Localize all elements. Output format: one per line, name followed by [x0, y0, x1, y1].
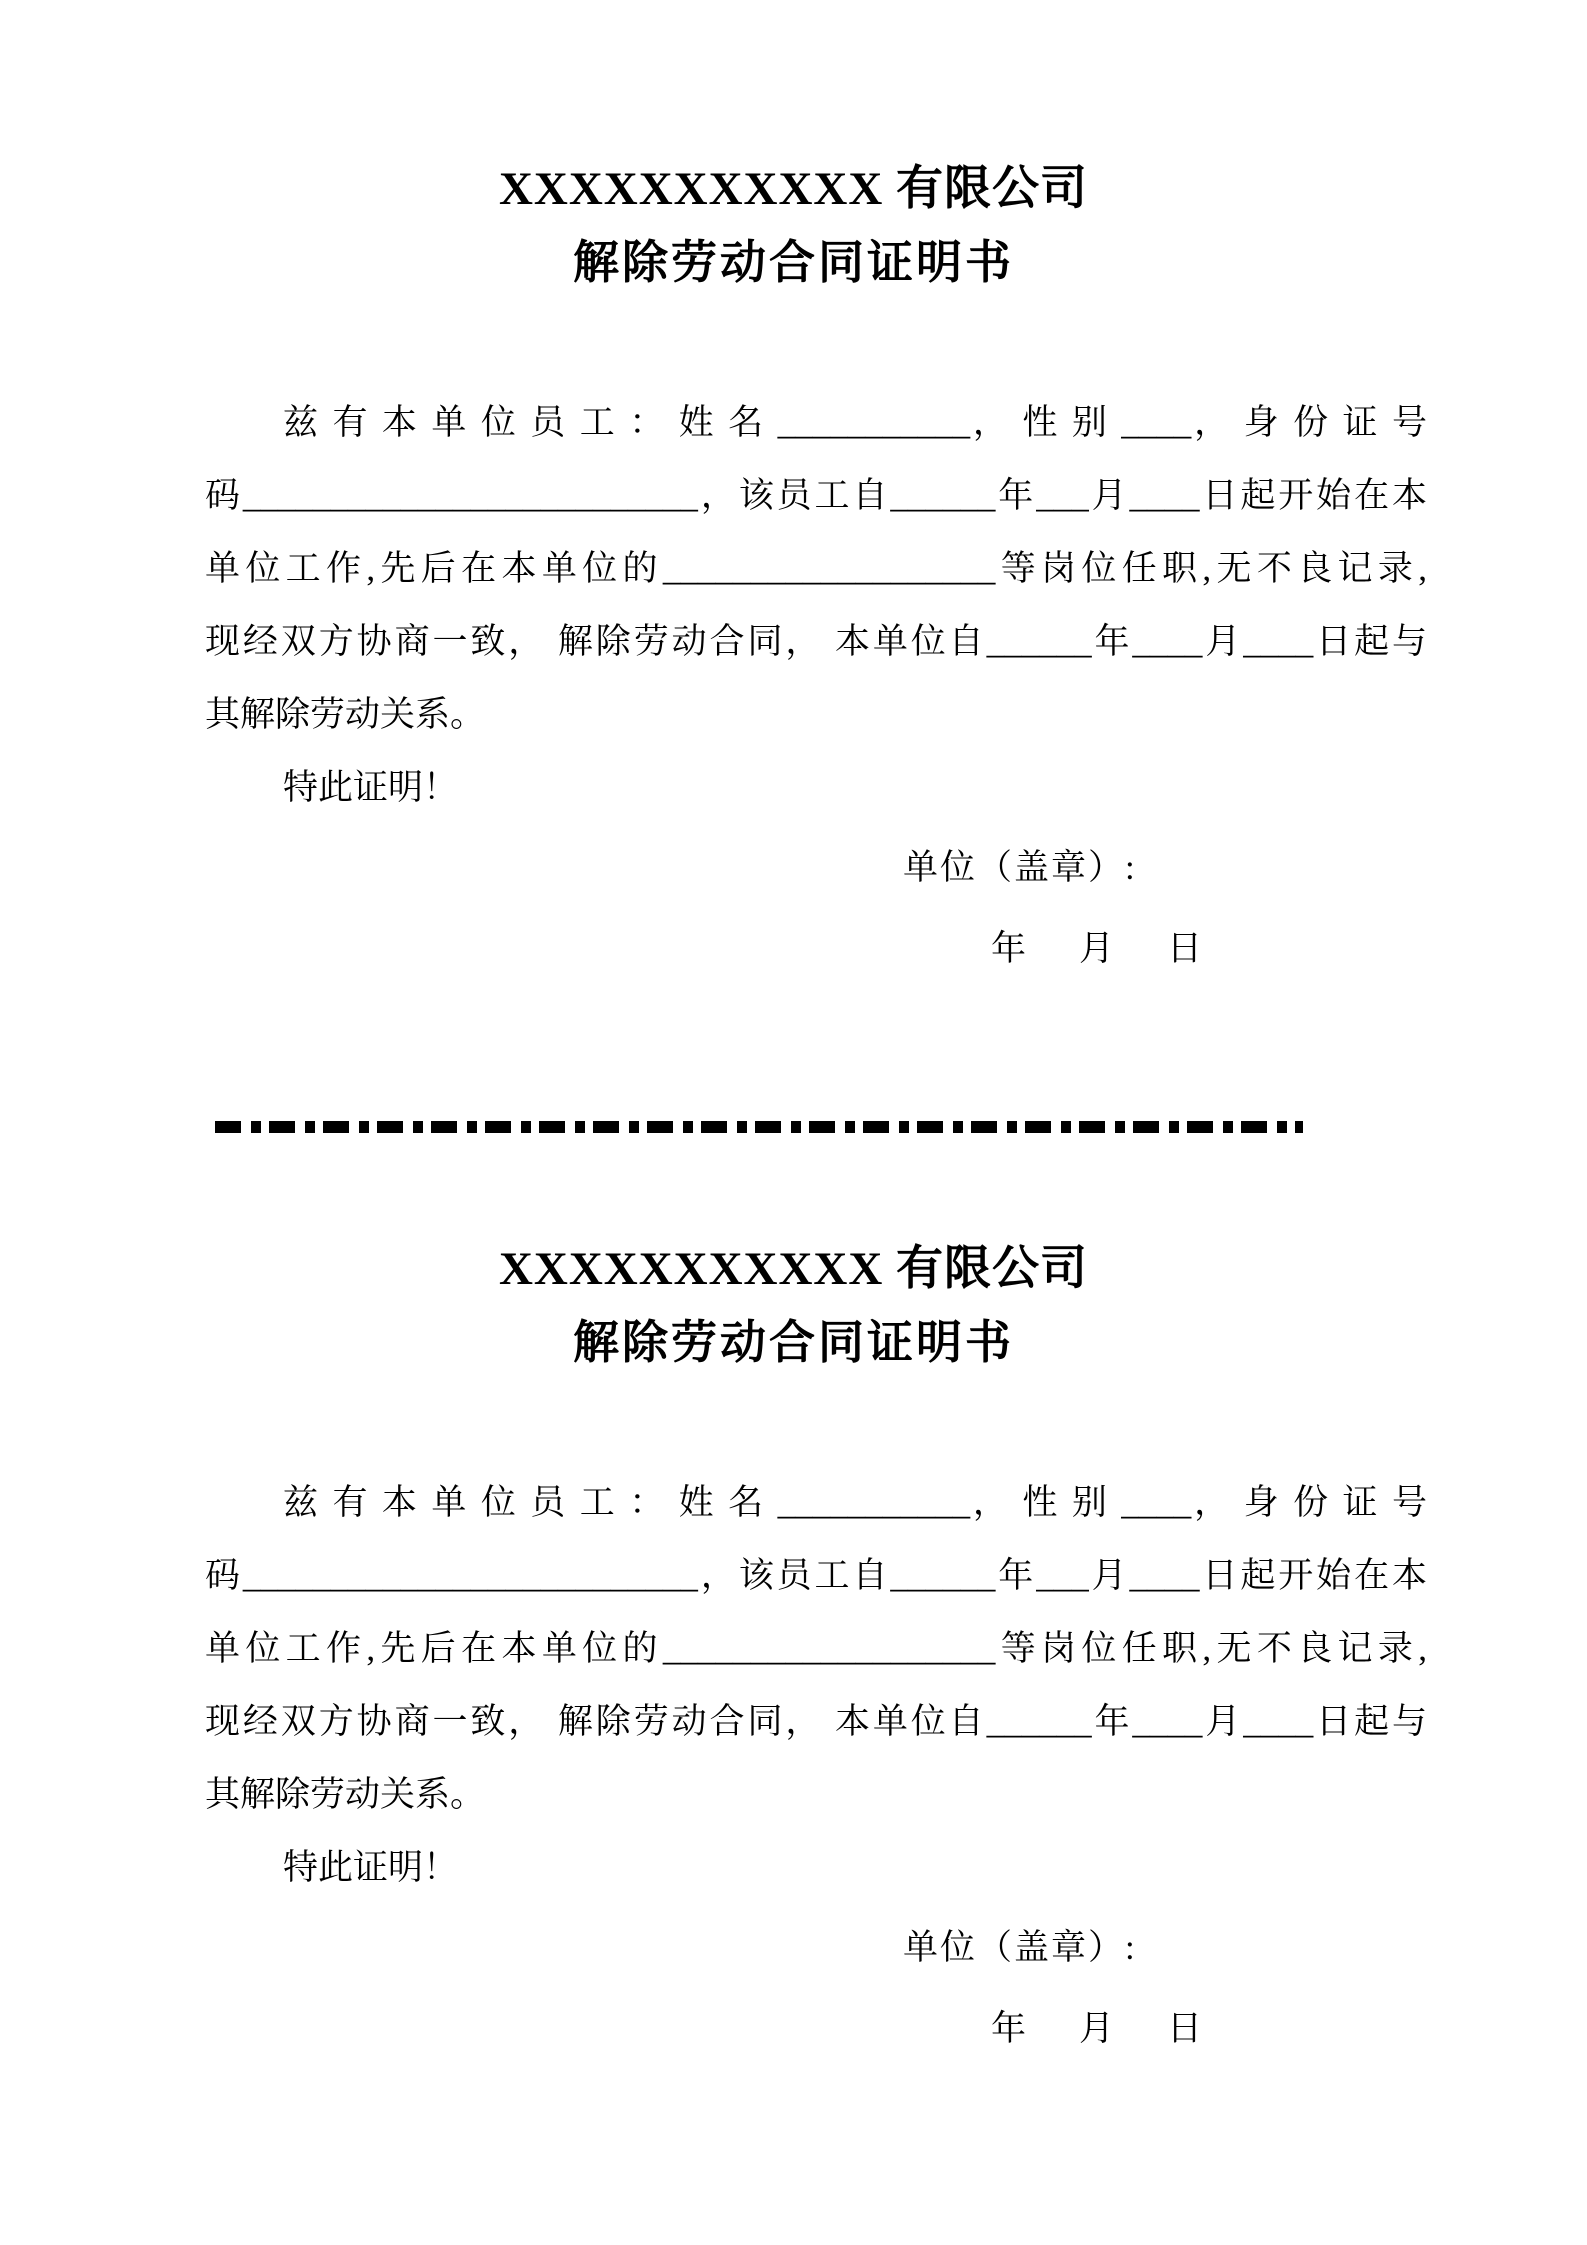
body-line-termination-date: 现经双方协商一致， 解除劳动合同， 本单位自______年____月____日起与	[205, 1702, 1427, 1741]
certificate-title: 解除劳动合同证明书	[573, 237, 1014, 288]
body-line-hereby-certified: 特此证明！	[283, 768, 459, 807]
certificate-body	[205, 1466, 1427, 1904]
body-line-employee-name-gender-id: 兹 有 本 单 位 员 工 ： 姓 名 ___________， 性 别 ____， 身 份 证 号	[283, 403, 1427, 442]
body-line-id-number-start-date: 码__________________________，该员工自______年___月____日起开始在本	[205, 1556, 1427, 1595]
company-title: XXXXXXXXXXX 有限公司	[498, 1243, 1089, 1295]
date-placeholder: 年 月 日	[991, 929, 1212, 968]
body-line-id-number-start-date: 码__________________________，该员工自______年___月____日起开始在本	[205, 476, 1427, 515]
body-line-positions-record: 单位工作,先后在本单位的___________________等岗位任职,无不良记录,	[205, 1629, 1427, 1668]
certificate-body	[205, 386, 1427, 824]
body-line-termination-date: 现经双方协商一致， 解除劳动合同， 本单位自______年____月____日起与	[205, 622, 1427, 661]
certificate-title: 解除劳动合同证明书	[573, 1317, 1014, 1368]
company-title: XXXXXXXXXXX 有限公司	[498, 163, 1089, 215]
body-line-hereby-certified: 特此证明！	[283, 1848, 459, 1887]
unit-seal-label: 单位（盖章）:	[903, 848, 1137, 887]
body-line-relation-terminated: 其解除劳动关系。	[205, 695, 486, 734]
date-placeholder: 年 月 日	[991, 2009, 1212, 2048]
certificate-copy-2	[0, 1080, 1587, 2160]
body-line-employee-name-gender-id: 兹 有 本 单 位 员 工 ： 姓 名 ___________， 性 别 ____， 身 份 证 号	[283, 1483, 1427, 1522]
unit-seal-label: 单位（盖章）:	[903, 1928, 1137, 1967]
certificate-copy-1	[0, 0, 1587, 1080]
body-line-positions-record: 单位工作,先后在本单位的___________________等岗位任职,无不良记录,	[205, 549, 1427, 588]
body-line-relation-terminated: 其解除劳动关系。	[205, 1775, 486, 1814]
